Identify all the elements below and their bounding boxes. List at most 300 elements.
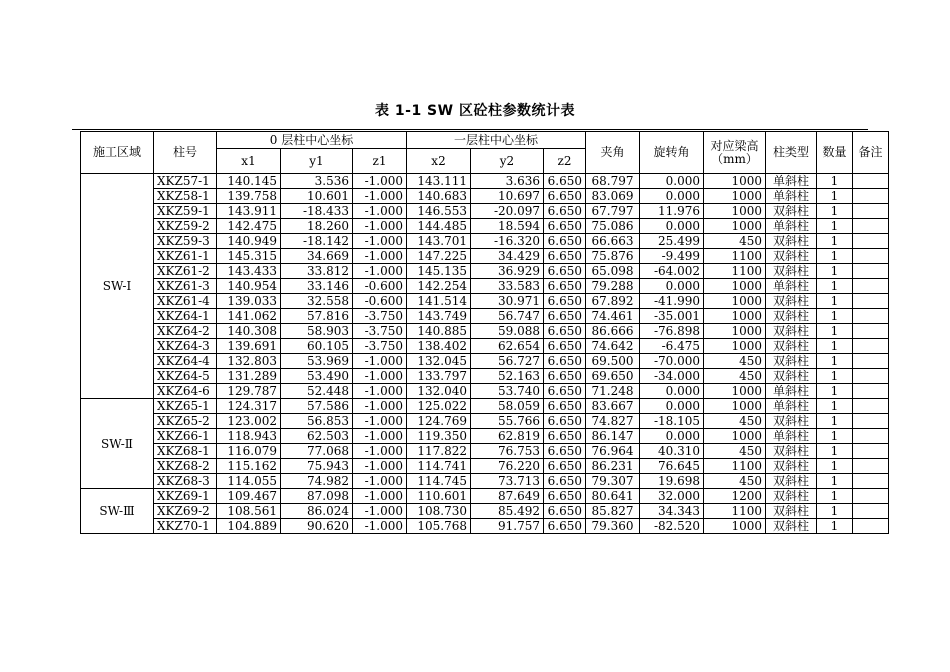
cell-x1: 139.691 — [217, 339, 281, 354]
cell-y2: 53.740 — [471, 384, 544, 399]
cell-quantity: 1 — [817, 279, 853, 294]
cell-z1: -1.000 — [353, 384, 407, 399]
cell-x2: 143.749 — [407, 309, 471, 324]
cell-y1: 53.969 — [281, 354, 353, 369]
cell-beam-height: 450 — [704, 444, 766, 459]
cell-quantity: 1 — [817, 219, 853, 234]
cell-column-no: XKZ68-3 — [154, 474, 217, 489]
cell-column-type: 双斜柱 — [766, 489, 817, 504]
cell-y2: 62.819 — [471, 429, 544, 444]
cell-remark — [853, 429, 889, 444]
cell-column-no: XKZ68-1 — [154, 444, 217, 459]
cell-x2: 108.730 — [407, 504, 471, 519]
cell-rotation: 76.645 — [640, 459, 704, 474]
cell-y2: 30.971 — [471, 294, 544, 309]
cell-angle: 75.086 — [586, 219, 640, 234]
cell-y1: 60.105 — [281, 339, 353, 354]
cell-y1: 90.620 — [281, 519, 353, 534]
cell-angle: 79.360 — [586, 519, 640, 534]
cell-y1: 75.943 — [281, 459, 353, 474]
header-column-no: 柱号 — [154, 132, 217, 174]
header-remark: 备注 — [853, 132, 889, 174]
cell-x1: 118.943 — [217, 429, 281, 444]
header-group-layer0: 0 层柱中心坐标 — [217, 132, 407, 149]
cell-angle: 68.797 — [586, 174, 640, 189]
cell-y2: 73.713 — [471, 474, 544, 489]
cell-z1: -1.000 — [353, 174, 407, 189]
cell-column-no: XKZ61-4 — [154, 294, 217, 309]
cell-x1: 109.467 — [217, 489, 281, 504]
table-row — [81, 489, 889, 504]
cell-x2: 138.402 — [407, 339, 471, 354]
table-row — [81, 264, 889, 279]
cell-x1: 108.561 — [217, 504, 281, 519]
cell-column-type: 双斜柱 — [766, 369, 817, 384]
cell-remark — [853, 444, 889, 459]
cell-remark — [853, 519, 889, 534]
table-row — [81, 174, 889, 189]
cell-x1: 139.758 — [217, 189, 281, 204]
cell-column-type: 双斜柱 — [766, 234, 817, 249]
cell-y2: 56.727 — [471, 354, 544, 369]
cell-x1: 142.475 — [217, 219, 281, 234]
cell-quantity: 1 — [817, 384, 853, 399]
cell-y1: 58.903 — [281, 324, 353, 339]
cell-z2: 6.650 — [544, 429, 586, 444]
table-row — [81, 279, 889, 294]
cell-z1: -1.000 — [353, 399, 407, 414]
table-row — [81, 234, 889, 249]
cell-x2: 105.768 — [407, 519, 471, 534]
cell-y2: 87.649 — [471, 489, 544, 504]
cell-y1: 53.490 — [281, 369, 353, 384]
cell-y2: 33.583 — [471, 279, 544, 294]
cell-beam-height: 450 — [704, 369, 766, 384]
cell-column-type: 双斜柱 — [766, 339, 817, 354]
zone-label: SW-Ⅱ — [81, 399, 154, 489]
cell-z2: 6.650 — [544, 339, 586, 354]
cell-x2: 140.683 — [407, 189, 471, 204]
cell-remark — [853, 399, 889, 414]
cell-z2: 6.650 — [544, 384, 586, 399]
cell-angle: 69.500 — [586, 354, 640, 369]
cell-x1: 145.315 — [217, 249, 281, 264]
cell-remark — [853, 264, 889, 279]
cell-z2: 6.650 — [544, 309, 586, 324]
cell-column-no: XKZ70-1 — [154, 519, 217, 534]
cell-beam-height: 1000 — [704, 189, 766, 204]
cell-beam-height: 1000 — [704, 219, 766, 234]
cell-y1: -18.142 — [281, 234, 353, 249]
cell-column-no: XKZ59-3 — [154, 234, 217, 249]
cell-column-type: 单斜柱 — [766, 429, 817, 444]
cell-x2: 132.045 — [407, 354, 471, 369]
cell-beam-height: 1000 — [704, 174, 766, 189]
cell-remark — [853, 459, 889, 474]
cell-y1: 56.853 — [281, 414, 353, 429]
cell-column-type: 双斜柱 — [766, 519, 817, 534]
cell-z1: -1.000 — [353, 519, 407, 534]
cell-rotation: -76.898 — [640, 324, 704, 339]
cell-rotation: 34.343 — [640, 504, 704, 519]
cell-z2: 6.650 — [544, 444, 586, 459]
cell-y2: -16.320 — [471, 234, 544, 249]
header-z2: z2 — [544, 149, 586, 174]
cell-column-type: 双斜柱 — [766, 414, 817, 429]
cell-x1: 140.308 — [217, 324, 281, 339]
cell-beam-height: 1000 — [704, 324, 766, 339]
cell-column-type: 双斜柱 — [766, 504, 817, 519]
cell-z2: 6.650 — [544, 204, 586, 219]
cell-remark — [853, 474, 889, 489]
cell-beam-height: 1100 — [704, 459, 766, 474]
cell-rotation: 25.499 — [640, 234, 704, 249]
cell-remark — [853, 489, 889, 504]
cell-quantity: 1 — [817, 174, 853, 189]
cell-beam-height: 450 — [704, 474, 766, 489]
cell-column-type: 单斜柱 — [766, 279, 817, 294]
cell-angle: 71.248 — [586, 384, 640, 399]
table-container — [80, 131, 889, 534]
header-zone: 施工区域 — [81, 132, 154, 174]
header-type: 柱类型 — [766, 132, 817, 174]
table-title: 表 1-1 SW 区砼柱参数统计表 — [375, 103, 575, 119]
cell-beam-height: 1000 — [704, 399, 766, 414]
cell-z2: 6.650 — [544, 294, 586, 309]
cell-z2: 6.650 — [544, 369, 586, 384]
cell-column-no: XKZ69-1 — [154, 489, 217, 504]
cell-quantity: 1 — [817, 504, 853, 519]
cell-column-type: 双斜柱 — [766, 204, 817, 219]
cell-remark — [853, 189, 889, 204]
cell-z2: 6.650 — [544, 414, 586, 429]
cell-z1: -1.000 — [353, 264, 407, 279]
cell-rotation: -18.105 — [640, 414, 704, 429]
cell-z2: 6.650 — [544, 264, 586, 279]
cell-x2: 147.225 — [407, 249, 471, 264]
cell-x2: 125.022 — [407, 399, 471, 414]
table-row — [81, 459, 889, 474]
cell-beam-height: 1100 — [704, 504, 766, 519]
cell-angle: 83.667 — [586, 399, 640, 414]
cell-quantity: 1 — [817, 294, 853, 309]
zone-label: SW-I — [81, 174, 154, 399]
cell-beam-height: 1000 — [704, 309, 766, 324]
cell-y2: 85.492 — [471, 504, 544, 519]
cell-column-type: 单斜柱 — [766, 174, 817, 189]
cell-angle: 75.876 — [586, 249, 640, 264]
cell-z1: -1.000 — [353, 429, 407, 444]
cell-rotation: -41.990 — [640, 294, 704, 309]
cell-column-no: XKZ64-6 — [154, 384, 217, 399]
cell-y1: 86.024 — [281, 504, 353, 519]
cell-x2: 145.135 — [407, 264, 471, 279]
header-angle: 夹角 — [586, 132, 640, 174]
cell-z2: 6.650 — [544, 324, 586, 339]
cell-rotation: -6.475 — [640, 339, 704, 354]
header-rotation: 旋转角 — [640, 132, 704, 174]
table-row — [81, 294, 889, 309]
cell-y1: 32.558 — [281, 294, 353, 309]
table-row — [81, 399, 889, 414]
cell-remark — [853, 384, 889, 399]
cell-quantity: 1 — [817, 369, 853, 384]
cell-rotation: -9.499 — [640, 249, 704, 264]
cell-rotation: -82.520 — [640, 519, 704, 534]
cell-quantity: 1 — [817, 519, 853, 534]
cell-y1: 87.098 — [281, 489, 353, 504]
cell-column-no: XKZ61-3 — [154, 279, 217, 294]
cell-z1: -1.000 — [353, 459, 407, 474]
cell-y1: 3.536 — [281, 174, 353, 189]
cell-column-no: XKZ64-4 — [154, 354, 217, 369]
cell-column-type: 双斜柱 — [766, 294, 817, 309]
cell-quantity: 1 — [817, 339, 853, 354]
cell-column-type: 单斜柱 — [766, 399, 817, 414]
cell-y1: 52.448 — [281, 384, 353, 399]
cell-y1: 34.669 — [281, 249, 353, 264]
cell-x2: 142.254 — [407, 279, 471, 294]
table-row — [81, 249, 889, 264]
cell-z1: -1.000 — [353, 444, 407, 459]
cell-quantity: 1 — [817, 354, 853, 369]
cell-z1: -1.000 — [353, 249, 407, 264]
cell-x1: 140.949 — [217, 234, 281, 249]
cell-column-no: XKZ59-2 — [154, 219, 217, 234]
cell-angle: 74.827 — [586, 414, 640, 429]
header-x2: x2 — [407, 149, 471, 174]
cell-angle: 86.147 — [586, 429, 640, 444]
top-rule — [72, 129, 868, 130]
cell-y2: 34.429 — [471, 249, 544, 264]
cell-beam-height: 1100 — [704, 249, 766, 264]
header-z1: z1 — [353, 149, 407, 174]
cell-z1: -0.600 — [353, 279, 407, 294]
cell-x2: 114.741 — [407, 459, 471, 474]
cell-x2: 140.885 — [407, 324, 471, 339]
cell-rotation: 40.310 — [640, 444, 704, 459]
table-row — [81, 369, 889, 384]
cell-y1: 10.601 — [281, 189, 353, 204]
cell-z2: 6.650 — [544, 459, 586, 474]
table-row — [81, 204, 889, 219]
cell-column-no: XKZ57-1 — [154, 174, 217, 189]
cell-angle: 86.231 — [586, 459, 640, 474]
cell-angle: 67.892 — [586, 294, 640, 309]
cell-x1: 123.002 — [217, 414, 281, 429]
cell-rotation: -35.001 — [640, 309, 704, 324]
cell-x1: 140.954 — [217, 279, 281, 294]
cell-x1: 143.433 — [217, 264, 281, 279]
cell-remark — [853, 414, 889, 429]
cell-remark — [853, 309, 889, 324]
cell-y2: 62.654 — [471, 339, 544, 354]
cell-z2: 6.650 — [544, 504, 586, 519]
cell-rotation: 0.000 — [640, 189, 704, 204]
cell-z1: -3.750 — [353, 339, 407, 354]
cell-angle: 69.650 — [586, 369, 640, 384]
cell-rotation: 0.000 — [640, 399, 704, 414]
cell-rotation: 0.000 — [640, 174, 704, 189]
cell-rotation: -70.000 — [640, 354, 704, 369]
table-row — [81, 519, 889, 534]
cell-rotation: 0.000 — [640, 219, 704, 234]
cell-column-type: 双斜柱 — [766, 444, 817, 459]
cell-quantity: 1 — [817, 204, 853, 219]
cell-z1: -1.000 — [353, 219, 407, 234]
cell-beam-height: 1000 — [704, 384, 766, 399]
cell-quantity: 1 — [817, 399, 853, 414]
table-row — [81, 189, 889, 204]
cell-z1: -1.000 — [353, 474, 407, 489]
cell-rotation: 0.000 — [640, 279, 704, 294]
cell-x2: 117.822 — [407, 444, 471, 459]
cell-x2: 144.485 — [407, 219, 471, 234]
cell-y2: 18.594 — [471, 219, 544, 234]
cell-quantity: 1 — [817, 264, 853, 279]
cell-column-no: XKZ58-1 — [154, 189, 217, 204]
header-y2: y2 — [471, 149, 544, 174]
cell-quantity: 1 — [817, 234, 853, 249]
cell-remark — [853, 219, 889, 234]
cell-quantity: 1 — [817, 324, 853, 339]
cell-column-no: XKZ64-2 — [154, 324, 217, 339]
cell-z1: -1.000 — [353, 189, 407, 204]
cell-x2: 124.769 — [407, 414, 471, 429]
table-row — [81, 219, 889, 234]
cell-x1: 116.079 — [217, 444, 281, 459]
cell-x1: 139.033 — [217, 294, 281, 309]
cell-column-type: 双斜柱 — [766, 459, 817, 474]
cell-y1: -18.433 — [281, 204, 353, 219]
cell-y2: 55.766 — [471, 414, 544, 429]
cell-z2: 6.650 — [544, 174, 586, 189]
header-qty: 数量 — [817, 132, 853, 174]
cell-y2: 58.059 — [471, 399, 544, 414]
cell-column-no: XKZ64-3 — [154, 339, 217, 354]
table-row — [81, 429, 889, 444]
cell-remark — [853, 294, 889, 309]
cell-z1: -0.600 — [353, 294, 407, 309]
cell-beam-height: 450 — [704, 234, 766, 249]
cell-y1: 33.812 — [281, 264, 353, 279]
cell-rotation: 19.698 — [640, 474, 704, 489]
cell-y1: 62.503 — [281, 429, 353, 444]
cell-rotation: -34.000 — [640, 369, 704, 384]
cell-angle: 86.666 — [586, 324, 640, 339]
table-row — [81, 384, 889, 399]
cell-quantity: 1 — [817, 459, 853, 474]
cell-y1: 74.982 — [281, 474, 353, 489]
cell-x2: 110.601 — [407, 489, 471, 504]
cell-column-no: XKZ64-5 — [154, 369, 217, 384]
cell-rotation: 11.976 — [640, 204, 704, 219]
cell-z1: -1.000 — [353, 489, 407, 504]
cell-column-no: XKZ64-1 — [154, 309, 217, 324]
cell-z1: -3.750 — [353, 324, 407, 339]
cell-quantity: 1 — [817, 309, 853, 324]
cell-beam-height: 450 — [704, 414, 766, 429]
cell-x2: 114.745 — [407, 474, 471, 489]
cell-quantity: 1 — [817, 249, 853, 264]
cell-y1: 18.260 — [281, 219, 353, 234]
cell-column-no: XKZ69-2 — [154, 504, 217, 519]
table-row — [81, 444, 889, 459]
cell-angle: 67.797 — [586, 204, 640, 219]
cell-beam-height: 1000 — [704, 519, 766, 534]
table-row — [81, 309, 889, 324]
cell-angle: 76.964 — [586, 444, 640, 459]
cell-column-no: XKZ65-2 — [154, 414, 217, 429]
cell-x2: 132.040 — [407, 384, 471, 399]
cell-remark — [853, 249, 889, 264]
cell-remark — [853, 204, 889, 219]
column-parameter-table — [80, 131, 889, 534]
cell-quantity: 1 — [817, 414, 853, 429]
cell-z1: -1.000 — [353, 369, 407, 384]
cell-beam-height: 1000 — [704, 294, 766, 309]
cell-quantity: 1 — [817, 489, 853, 504]
cell-y2: 76.220 — [471, 459, 544, 474]
header-y1: y1 — [281, 149, 353, 174]
cell-x2: 143.111 — [407, 174, 471, 189]
cell-remark — [853, 504, 889, 519]
cell-column-type: 双斜柱 — [766, 309, 817, 324]
cell-x1: 143.911 — [217, 204, 281, 219]
cell-column-type: 单斜柱 — [766, 189, 817, 204]
cell-quantity: 1 — [817, 189, 853, 204]
cell-angle: 74.461 — [586, 309, 640, 324]
cell-y1: 57.816 — [281, 309, 353, 324]
cell-y2: 76.753 — [471, 444, 544, 459]
cell-y1: 33.146 — [281, 279, 353, 294]
cell-beam-height: 450 — [704, 354, 766, 369]
cell-beam-height: 1000 — [704, 339, 766, 354]
cell-x1: 140.145 — [217, 174, 281, 189]
cell-x1: 131.289 — [217, 369, 281, 384]
cell-quantity: 1 — [817, 444, 853, 459]
table-row — [81, 324, 889, 339]
header-x1: x1 — [217, 149, 281, 174]
cell-beam-height: 1000 — [704, 429, 766, 444]
cell-x2: 141.514 — [407, 294, 471, 309]
cell-z2: 6.650 — [544, 474, 586, 489]
cell-angle: 85.827 — [586, 504, 640, 519]
cell-y2: 56.747 — [471, 309, 544, 324]
table-row — [81, 354, 889, 369]
cell-y2: 10.697 — [471, 189, 544, 204]
cell-column-no: XKZ59-1 — [154, 204, 217, 219]
cell-beam-height: 1000 — [704, 204, 766, 219]
cell-y1: 57.586 — [281, 399, 353, 414]
cell-z1: -1.000 — [353, 204, 407, 219]
cell-z2: 6.650 — [544, 249, 586, 264]
cell-z2: 6.650 — [544, 234, 586, 249]
cell-beam-height: 1200 — [704, 489, 766, 504]
cell-column-no: XKZ68-2 — [154, 459, 217, 474]
cell-beam-height: 1000 — [704, 279, 766, 294]
cell-rotation: -64.002 — [640, 264, 704, 279]
cell-remark — [853, 324, 889, 339]
cell-x1: 141.062 — [217, 309, 281, 324]
cell-remark — [853, 234, 889, 249]
cell-angle: 79.307 — [586, 474, 640, 489]
cell-angle: 74.642 — [586, 339, 640, 354]
cell-z1: -1.000 — [353, 414, 407, 429]
cell-z1: -1.000 — [353, 234, 407, 249]
cell-z1: -3.750 — [353, 309, 407, 324]
table-row — [81, 414, 889, 429]
